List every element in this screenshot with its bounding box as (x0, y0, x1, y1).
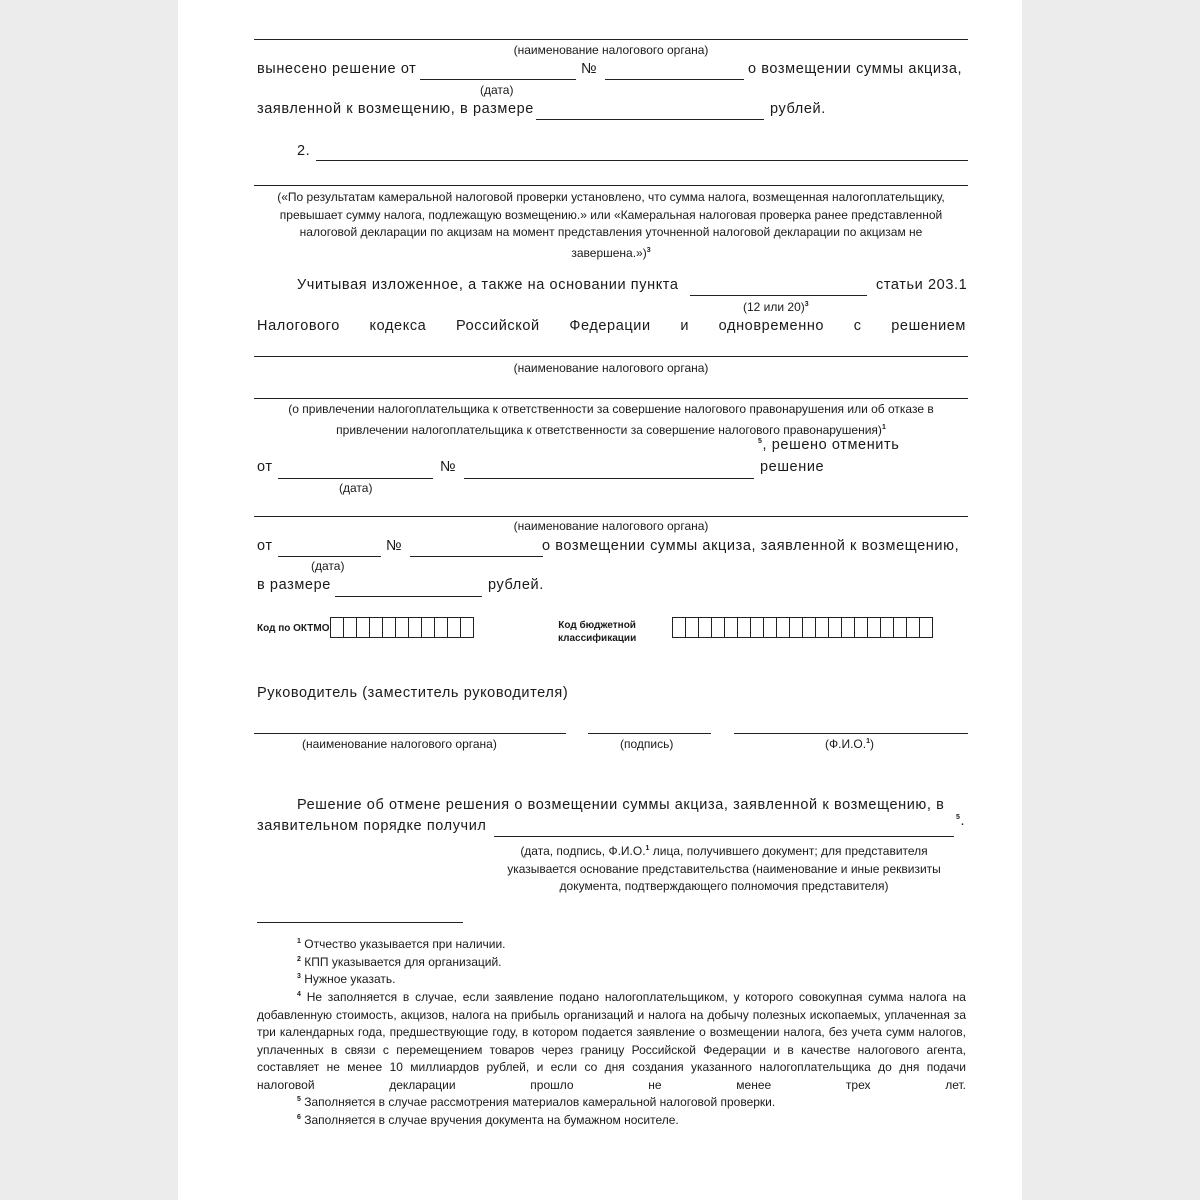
oktmo-cell[interactable] (409, 618, 422, 637)
oktmo-cell[interactable] (396, 618, 409, 637)
kbk-cell[interactable] (881, 618, 894, 637)
kbk-cell[interactable] (673, 618, 686, 637)
decision-date-field[interactable] (420, 79, 576, 80)
number-sign: № (581, 61, 598, 77)
rubles-text-2: рублей. (488, 577, 544, 593)
footnote-2: $^2$ КПП указывается для организаций. (297, 955, 502, 969)
decision-number-field[interactable] (605, 79, 744, 80)
item-2-line-1[interactable] (316, 160, 968, 161)
caption-date-3: (дата) (311, 559, 345, 573)
kbk-cell[interactable] (855, 618, 868, 637)
oktmo-cell[interactable] (383, 618, 396, 637)
decision-text: решение (760, 459, 825, 475)
signature-line[interactable] (588, 733, 711, 734)
item-2-line-2[interactable] (254, 185, 968, 186)
decision-from-text: вынесено решение от (257, 61, 417, 77)
number-sign-3: № (386, 538, 403, 554)
caption-sign: (подпись) (620, 737, 674, 751)
refund-org-line[interactable] (254, 516, 968, 517)
from-text-1: от (257, 459, 273, 475)
receipt-line-1: Решение об отмене решения о возмещении суммы акциза, заявленной к возмещению, в (297, 797, 945, 813)
footnote-6: $^6$ Заполняется в случае вручения документа на бумажном носителе. (297, 1113, 679, 1127)
amount-text: в размере (257, 577, 331, 593)
oktmo-cell[interactable] (461, 618, 473, 637)
refund-amount-field[interactable] (335, 596, 482, 597)
footnote-4: $^4$ Не заполняется в случае, если заявление подано налогоплательщиком, у которого совокупная сумма налога на добавленную стоимость, акцизов, налога на прибыль организаций и налога на добычу полезных ископаемых, уплаченная за три календарных года, предшествующие году, в котором подается заявление о возмещении налога, без учета сумм налогов, уплаченных в связи с перемещением товаров через границу Российской Федерации и в качестве налогового агента, составляет не менее 10 миллиардов рублей, и если со дня создания указанного налогоплательщика до дня подачи налоговой декларации прошло не менее трех лет. (257, 990, 966, 1092)
code-word: Федерации (569, 318, 651, 334)
code-word: с (853, 318, 862, 334)
caption-liability: (о привлечении налогоплательщика к ответственности за совершение налогового правонарушения или об отказе в привлечении налогоплательщика к ответственности за совершение налогового правонарушения)$^1$ (288, 402, 934, 437)
name-line[interactable] (734, 733, 968, 734)
caption-org-4: (наименование налогового органа) (302, 737, 497, 751)
kbk-cell[interactable] (816, 618, 829, 637)
caption-org-1: (наименование налогового органа) (513, 43, 709, 57)
sign-org-line[interactable] (254, 733, 566, 734)
code-word: Налогового (257, 318, 340, 334)
kbk-cell[interactable] (738, 618, 751, 637)
kbk-cell[interactable] (764, 618, 777, 637)
head-title: Руководитель (заместитель руководителя) (257, 685, 569, 701)
code-word: Российской (456, 318, 540, 334)
caption-date-2: (дата) (339, 481, 373, 495)
decided-text: $^5$, решено отменить (758, 437, 900, 453)
point-field[interactable] (690, 295, 867, 296)
footnote-separator (257, 922, 463, 923)
refund-number-field[interactable] (410, 556, 543, 557)
rubles-text: рублей. (770, 101, 826, 117)
oktmo-cell[interactable] (448, 618, 461, 637)
caption-point: (12 или 20)$^3$ (743, 300, 809, 314)
refund-date-field[interactable] (278, 556, 381, 557)
item-number-2: 2. (297, 143, 311, 159)
kbk-cell[interactable] (868, 618, 881, 637)
code-word: и (680, 318, 690, 334)
footnote-1: $^1$ Отчество указывается при наличии. (297, 937, 506, 951)
amount-field[interactable] (536, 119, 764, 120)
from-text-2: от (257, 538, 273, 554)
caption-receipt: (дата, подпись, Ф.И.О.$^1$ лица, получившего документ; для представителя указывается основание представительства (наименование и иные реквизиты документа, подтверждающего полномочия представителя) (507, 844, 941, 893)
footnote-3: $^3$ Нужное указать. (297, 972, 396, 986)
oktmo-label: Код по ОКТМО (257, 623, 330, 634)
kbk-cell[interactable] (725, 618, 738, 637)
kbk-cell[interactable] (699, 618, 712, 637)
basis-intro: Учитывая изложенное, а также на основании пункта (297, 277, 679, 293)
about-refund-text: о возмещении суммы акциза, (748, 61, 963, 77)
kbk-cell[interactable] (777, 618, 790, 637)
caption-org-3: (наименование налогового органа) (513, 519, 709, 533)
caption-name: (Ф.И.О.$^1$) (825, 737, 874, 751)
kbk-cell[interactable] (842, 618, 855, 637)
kbk-cell[interactable] (790, 618, 803, 637)
receipt-end: $^5$. (956, 813, 966, 829)
claimed-amount-text: заявленной к возмещению, в размере (257, 101, 534, 117)
tax-code-line (257, 318, 966, 334)
code-word: решением (891, 318, 966, 334)
kbk-cells[interactable] (672, 617, 933, 638)
document-page (178, 0, 1022, 1200)
oktmo-cell[interactable] (344, 618, 357, 637)
kbk-cell[interactable] (907, 618, 920, 637)
code-word: кодекса (369, 318, 427, 334)
oktmo-cells[interactable] (330, 617, 474, 638)
footnote-5: $^5$ Заполняется в случае рассмотрения материалов камеральной налоговой проверки. (297, 1095, 776, 1109)
cancel-date-field[interactable] (278, 478, 433, 479)
cancel-number-field[interactable] (464, 478, 754, 479)
article-text: статьи 203.1 (876, 277, 968, 293)
about-refund-text-2: о возмещении суммы акциза, заявленной к возмещению, (542, 538, 960, 554)
kbk-cell[interactable] (829, 618, 842, 637)
kbk-cell[interactable] (686, 618, 699, 637)
kbk-cell[interactable] (803, 618, 816, 637)
number-sign-2: № (440, 459, 457, 475)
oktmo-cell[interactable] (370, 618, 383, 637)
receipt-line-2: заявительном порядке получил (257, 818, 487, 834)
kbk-cell[interactable] (920, 618, 932, 637)
oktmo-cell[interactable] (435, 618, 448, 637)
liability-line[interactable] (254, 398, 968, 399)
oktmo-cell[interactable] (331, 618, 344, 637)
kbk-cell[interactable] (894, 618, 907, 637)
caption-date-1: (дата) (480, 83, 514, 97)
decision-org-line[interactable] (254, 356, 968, 357)
caption-note: («По результатам камеральной налоговой проверки установлено, что сумма налога, возмещенная налогоплательщику, превышает сумму налога, подлежащую возмещению.» или «Камеральная налоговая проверка ранее представленной налоговой декларации по акцизам на момент представления уточненной налоговой декларации по акцизам не завершена.»)$^3$ (277, 190, 945, 260)
kbk-cell[interactable] (751, 618, 764, 637)
kbk-cell[interactable] (712, 618, 725, 637)
code-word: одновременно (718, 318, 825, 334)
caption-org-2: (наименование налогового органа) (513, 361, 709, 375)
receipt-field[interactable] (494, 836, 954, 837)
oktmo-cell[interactable] (422, 618, 435, 637)
org-name-line[interactable] (254, 39, 968, 40)
kbk-label: Код бюджетной классификации (558, 620, 637, 644)
oktmo-cell[interactable] (357, 618, 370, 637)
